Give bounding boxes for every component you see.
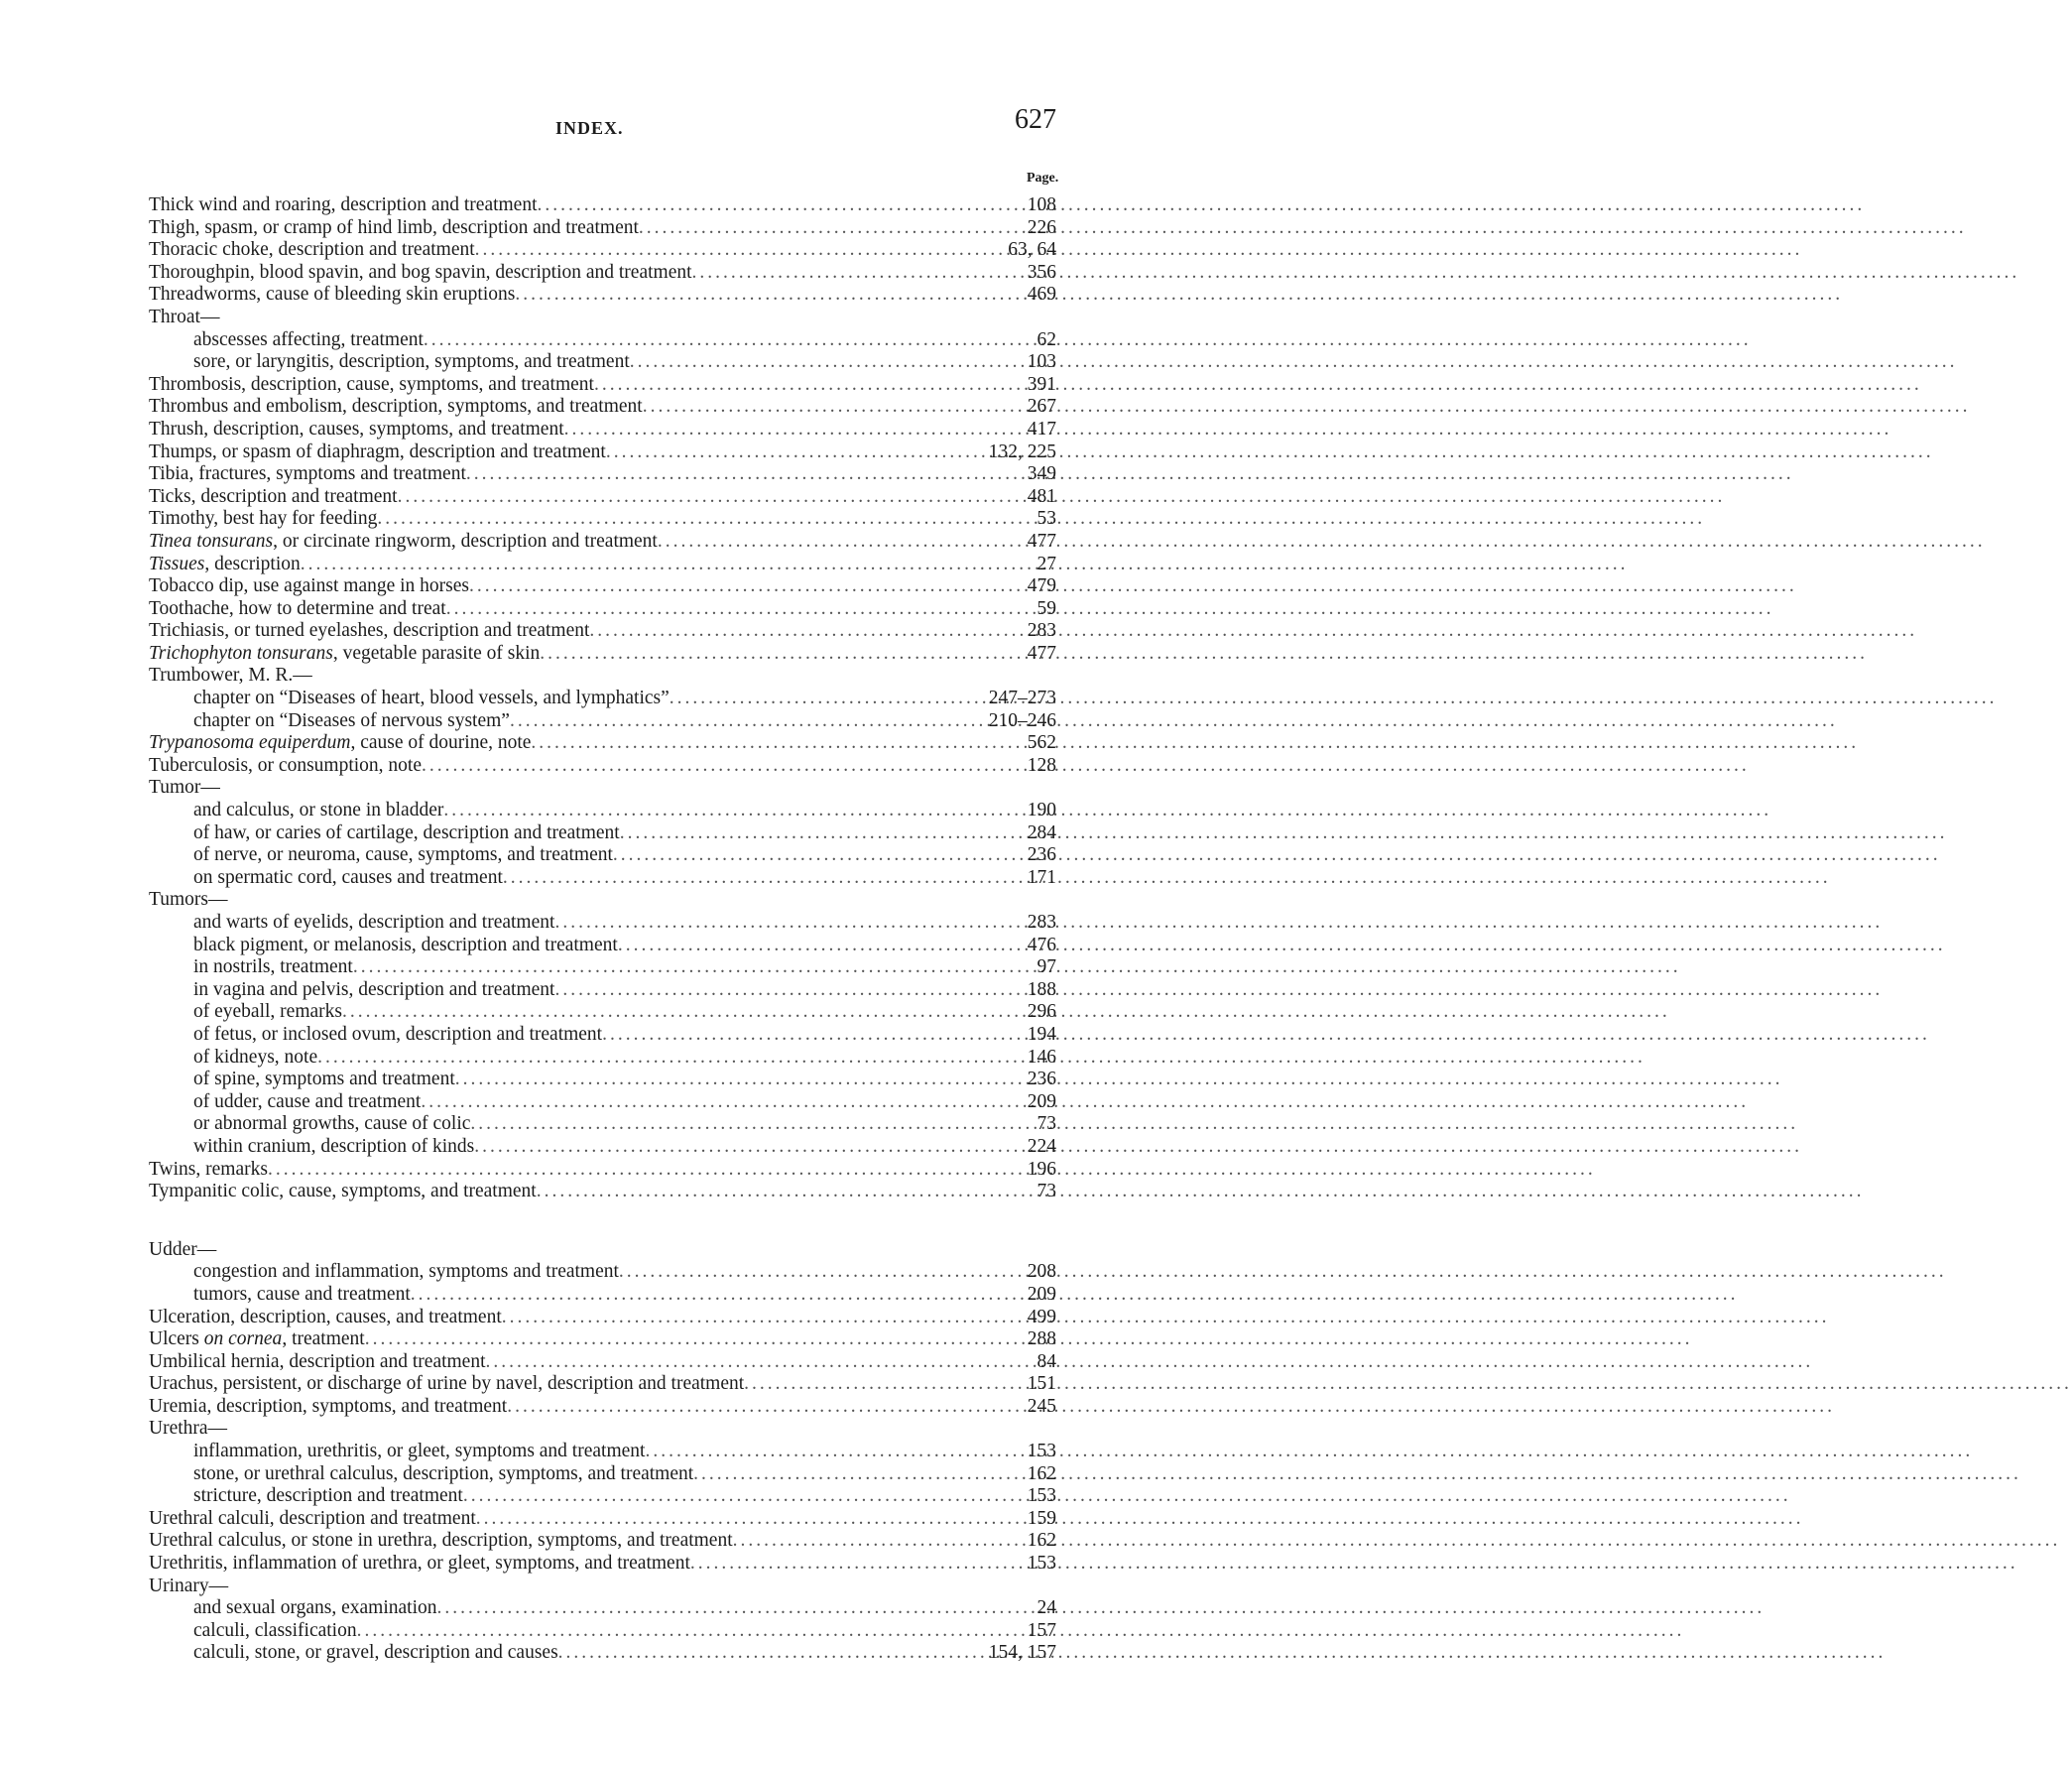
index-pages: 391: [1027, 373, 1056, 395]
index-entry: [149, 1159, 1056, 1182]
index-subentry: [149, 1024, 1056, 1047]
index-heading: [149, 777, 1056, 800]
dot-leader: [538, 194, 981, 217]
index-pages: 27: [1036, 553, 1056, 574]
index-term: Tumor—: [149, 777, 220, 799]
index-subentry: [149, 1047, 1056, 1070]
dot-leader: [437, 1597, 982, 1620]
index-entry: [149, 239, 1056, 262]
dot-leader: [510, 710, 981, 733]
index-term: Urethritis, inflammation of urethra, or gleet, symptoms, and treatment: [149, 1553, 690, 1575]
index-subentry: [149, 351, 1056, 374]
index-pages: 477: [1027, 642, 1056, 664]
index-list: [149, 194, 1056, 1665]
index-entry: [149, 531, 1056, 554]
dot-leader: [502, 1307, 981, 1329]
index-term: Ticks, description and treatment: [149, 485, 398, 507]
dot-leader: [466, 463, 981, 486]
index-term: chapter on “Diseases of nervous system”: [193, 709, 510, 731]
dot-leader: [515, 284, 981, 307]
dot-leader: [744, 1373, 981, 1396]
dot-leader: [443, 800, 981, 822]
index-term: Tinea tonsurans, or circinate ringworm, description and treatment: [149, 530, 658, 552]
index-subentry: [149, 1620, 1056, 1643]
index-pages: 128: [1027, 754, 1056, 776]
dot-leader: [424, 329, 981, 352]
index-entry: [149, 1181, 1056, 1203]
index-term-italic: Tissues: [149, 553, 205, 574]
index-term: of udder, cause and treatment: [193, 1090, 422, 1112]
dot-leader: [342, 1001, 981, 1024]
index-term: Tobacco dip, use against mange in horses: [149, 575, 470, 597]
dot-leader: [558, 1642, 981, 1665]
dot-leader: [268, 1159, 981, 1182]
index-subentry: [149, 935, 1056, 957]
index-term: Ulceration, description, causes, and treatment: [149, 1306, 502, 1327]
index-term: Tuberculosis, or consumption, note: [149, 754, 422, 776]
index-entry: [149, 554, 1056, 576]
index-term: in nostrils, treatment: [193, 956, 353, 978]
index-pages: 477: [1027, 530, 1056, 552]
index-pages: 499: [1027, 1306, 1056, 1327]
index-entry: [149, 1553, 1056, 1576]
index-subentry: [149, 844, 1056, 867]
index-entry: [149, 262, 1056, 285]
index-term: black pigment, or melanosis, description and treatment: [193, 934, 618, 955]
index-subentry: [149, 1001, 1056, 1024]
index-pages: 146: [1027, 1046, 1056, 1068]
index-subentry: [149, 1642, 1056, 1665]
dot-leader: [606, 442, 981, 464]
index-term: on spermatic cord, causes and treatment: [193, 866, 503, 888]
index-pages: 247–273: [988, 688, 1056, 709]
dot-leader: [301, 554, 981, 576]
dot-leader: [639, 217, 981, 240]
index-term: Tibia, fractures, symptoms and treatment: [149, 463, 466, 485]
dot-leader: [540, 643, 981, 666]
index-pages: 188: [1027, 978, 1056, 1000]
dot-leader: [469, 575, 981, 598]
dot-leader: [353, 956, 981, 979]
running-head: [149, 104, 1056, 140]
dot-leader: [733, 1530, 981, 1553]
index-term: calculi, classification: [193, 1619, 357, 1641]
dot-leader: [537, 1181, 981, 1203]
index-subentry: [149, 1441, 1056, 1463]
dot-leader: [422, 755, 981, 778]
index-term: in vagina and pelvis, description and treatment: [193, 978, 555, 1000]
index-pages: 154, 157: [988, 1642, 1056, 1664]
index-entry: [149, 732, 1056, 755]
index-entry: [149, 643, 1056, 666]
index-term: Thrombus and embolism, description, symptoms, and treatment: [149, 396, 643, 418]
index-term: Umbilical hernia, description and treatment: [149, 1350, 486, 1372]
index-pages: 283: [1027, 912, 1056, 933]
index-term: Tumors—: [149, 889, 228, 911]
index-heading: [149, 307, 1056, 329]
index-subentry: [149, 979, 1056, 1002]
index-term: calculi, stone, or gravel, description and causes: [193, 1642, 558, 1664]
dot-leader: [470, 1113, 981, 1136]
index-subentry: [149, 912, 1056, 935]
index-heading: [149, 665, 1056, 688]
dot-leader: [463, 1485, 981, 1508]
dot-leader: [692, 262, 981, 285]
index-pages: 562: [1027, 732, 1056, 754]
index-pages: 190: [1027, 800, 1056, 821]
index-pages: 196: [1027, 1158, 1056, 1180]
dot-leader: [630, 351, 981, 374]
index-term-italic: Trypanosoma equiperdum: [149, 732, 351, 754]
index-subentry: [149, 329, 1056, 352]
index-term: Threadworms, cause of bleeding skin eruptions: [149, 284, 516, 306]
index-pages: 63, 64: [1008, 239, 1056, 261]
index-entry: [149, 486, 1056, 509]
dot-leader: [411, 1284, 981, 1307]
index-term: Udder—: [149, 1238, 217, 1260]
index-entry: [149, 217, 1056, 240]
dot-leader: [594, 374, 981, 397]
index-entry: [149, 1373, 1056, 1396]
index-term: inflammation, urethritis, or gleet, symptoms and treatment: [193, 1441, 646, 1462]
index-entry: [149, 1396, 1056, 1419]
index-term: Trumbower, M. R.—: [149, 665, 312, 687]
index-pages: 108: [1027, 194, 1056, 215]
dot-leader: [507, 1396, 981, 1419]
index-term: Tympanitic colic, cause, symptoms, and treatment: [149, 1181, 537, 1202]
dot-leader: [486, 1351, 981, 1374]
index-pages: 283: [1027, 620, 1056, 642]
index-entry: [149, 598, 1056, 621]
dot-leader: [643, 396, 981, 419]
index-term: sore, or laryngitis, description, symptoms, and treatment: [193, 351, 630, 373]
index-term: tumors, cause and treatment: [193, 1283, 411, 1305]
index-pages: 208: [1027, 1261, 1056, 1283]
index-pages: 356: [1027, 261, 1056, 283]
index-term: Urethra—: [149, 1418, 228, 1440]
index-term: of eyeball, remarks: [193, 1001, 342, 1023]
index-term: Thick wind and roaring, description and treatment: [149, 194, 538, 215]
index-heading: [149, 1576, 1056, 1598]
index-term: Thoroughpin, blood spavin, and bog spavin, description and treatment: [149, 261, 692, 283]
index-term: Urinary—: [149, 1575, 229, 1596]
index-term: within cranium, description of kinds: [193, 1135, 475, 1157]
index-term: Trypanosoma equiperdum, cause of dourine, note: [149, 732, 532, 754]
index-pages: 153: [1027, 1441, 1056, 1462]
index-term: congestion and inflammation, symptoms and treatment: [193, 1261, 619, 1283]
index-entry: [149, 1351, 1056, 1374]
index-term: and sexual organs, examination: [193, 1597, 437, 1619]
index-subentry: [149, 1261, 1056, 1284]
index-term: Tissues, description: [149, 553, 301, 574]
index-term: Thumps, or spasm of diaphragm, description and treatment: [149, 441, 606, 462]
index-pages: 62: [1036, 328, 1056, 350]
index-pages: 157: [1027, 1619, 1056, 1641]
index-term: Thrush, description, causes, symptoms, and treatment: [149, 418, 564, 440]
dot-leader: [357, 1620, 981, 1643]
index-term: Thrombosis, description, cause, symptoms, and treatment: [149, 373, 594, 395]
dot-leader: [475, 239, 981, 262]
dot-leader: [602, 1024, 981, 1047]
index-pages: 171: [1027, 866, 1056, 888]
dot-leader: [690, 1553, 981, 1576]
index-entry: [149, 396, 1056, 419]
index-term: Thigh, spasm, or cramp of hind limb, description and treatment: [149, 216, 639, 238]
index-pages: 162: [1027, 1462, 1056, 1484]
index-term-italic: on cornea: [203, 1328, 283, 1350]
dot-leader: [398, 486, 981, 509]
index-pages: 162: [1027, 1530, 1056, 1552]
dot-leader: [421, 1091, 981, 1114]
dot-leader: [554, 979, 981, 1002]
index-term: Uremia, description, symptoms, and treatment: [149, 1395, 508, 1417]
index-term: Twins, remarks: [149, 1158, 268, 1180]
page-column-label: Page.: [1027, 171, 1059, 186]
dot-leader: [618, 935, 981, 957]
index-subentry: [149, 867, 1056, 890]
dot-leader: [531, 732, 981, 755]
index-pages: 97: [1036, 956, 1056, 978]
index-heading: [149, 1239, 1056, 1262]
index-entry: [149, 374, 1056, 397]
index-subentry: [149, 800, 1056, 822]
index-pages: 210–246: [988, 709, 1056, 731]
index-term: Timothy, best hay for feeding: [149, 508, 378, 530]
index-pages: 73: [1036, 1181, 1056, 1202]
index-pages: 224: [1027, 1135, 1056, 1157]
index-entry: [149, 419, 1056, 442]
dot-leader: [693, 1463, 981, 1486]
index-pages: 153: [1027, 1485, 1056, 1507]
section-gap: [149, 1203, 1056, 1239]
dot-leader: [446, 598, 981, 621]
index-term: of spine, symptoms and treatment: [193, 1069, 455, 1090]
index-term: of kidneys, note: [193, 1046, 318, 1068]
dot-leader: [670, 688, 981, 710]
index-pages: 288: [1027, 1328, 1056, 1350]
index-pages: 24: [1036, 1597, 1056, 1619]
dot-leader: [619, 1261, 981, 1284]
index-subentry: [149, 1136, 1056, 1159]
index-entry: [149, 1328, 1056, 1351]
dot-leader: [613, 844, 981, 867]
index-term-italic: Trichophyton tonsurans: [149, 642, 333, 664]
index-term: Trichiasis, or turned eyelashes, description and treatment: [149, 620, 590, 642]
index-term: Toothache, how to determine and treat: [149, 597, 446, 619]
index-pages: 153: [1027, 1553, 1056, 1575]
index-term: of fetus, or inclosed ovum, description and treatment: [193, 1023, 603, 1045]
index-subentry: [149, 1485, 1056, 1508]
index-subentry: [149, 1284, 1056, 1307]
dot-leader: [554, 912, 981, 935]
index-pages: 481: [1027, 485, 1056, 507]
index-term: of nerve, or neuroma, cause, symptoms, and treatment: [193, 844, 613, 866]
index-entry: [149, 1530, 1056, 1553]
index-term: and warts of eyelids, description and treatment: [193, 912, 555, 933]
index-pages: 245: [1027, 1395, 1056, 1417]
index-term: Urethral calculus, or stone in urethra, description, symptoms, and treatment: [149, 1530, 733, 1552]
index-pages: 417: [1027, 418, 1056, 440]
index-pages: 236: [1027, 1069, 1056, 1090]
index-term: Urachus, persistent, or discharge of urine by navel, description and treatment: [149, 1373, 745, 1395]
index-entry: [149, 442, 1056, 464]
index-pages: 267: [1027, 396, 1056, 418]
index-subentry: [149, 710, 1056, 733]
index-term: of haw, or caries of cartilage, description and treatment: [193, 821, 620, 843]
index-term: stone, or urethral calculus, description, symptoms, and treatment: [193, 1462, 694, 1484]
index-entry: [149, 620, 1056, 643]
dot-leader: [455, 1069, 981, 1091]
index-entry: [149, 755, 1056, 778]
index-heading: [149, 1418, 1056, 1441]
index-pages: 209: [1027, 1283, 1056, 1305]
index-pages: 151: [1027, 1373, 1056, 1395]
index-pages: 209: [1027, 1090, 1056, 1112]
index-term: abscesses affecting, treatment: [193, 328, 424, 350]
index-pages: 349: [1027, 463, 1056, 485]
index-term: chapter on “Diseases of heart, blood vessels, and lymphatics”: [193, 688, 670, 709]
index-entry: [149, 284, 1056, 307]
dot-leader: [589, 620, 981, 643]
index-pages: 479: [1027, 575, 1056, 597]
index-entry: [149, 575, 1056, 598]
dot-leader: [365, 1328, 981, 1351]
index-pages: 59: [1036, 597, 1056, 619]
index-pages: 226: [1027, 216, 1056, 238]
index-subentry: [149, 1091, 1056, 1114]
index-entry: [149, 463, 1056, 486]
index-pages: 159: [1027, 1507, 1056, 1529]
index-pages: 476: [1027, 934, 1056, 955]
index-subentry: [149, 688, 1056, 710]
dot-leader: [377, 508, 981, 531]
index-entry: [149, 1508, 1056, 1531]
index-subentry: [149, 956, 1056, 979]
index-subentry: [149, 822, 1056, 845]
dot-leader: [474, 1136, 981, 1159]
index-pages: 53: [1036, 508, 1056, 530]
index-pages: 284: [1027, 821, 1056, 843]
index-subentry: [149, 1463, 1056, 1486]
index-pages: 132, 225: [988, 441, 1056, 462]
index-subentry: [149, 1597, 1056, 1620]
running-title: INDEX.: [555, 118, 624, 138]
index-subentry: [149, 1113, 1056, 1136]
index-term: Trichophyton tonsurans, vegetable parasite of skin: [149, 642, 541, 664]
dot-leader: [658, 531, 981, 554]
dot-leader: [317, 1047, 981, 1070]
index-term-italic: Tinea tonsurans: [149, 530, 274, 552]
index-entry: [149, 194, 1056, 217]
index-term: Thoracic choke, description and treatment: [149, 239, 475, 261]
index-term: Throat—: [149, 306, 220, 327]
index-term: and calculus, or stone in bladder: [193, 800, 444, 821]
index-pages: 194: [1027, 1023, 1056, 1045]
index-subentry: [149, 1069, 1056, 1091]
index-entry: [149, 1307, 1056, 1329]
index-term: stricture, description and treatment: [193, 1485, 463, 1507]
index-pages: 103: [1027, 351, 1056, 373]
index-heading: [149, 889, 1056, 912]
index-pages: 84: [1036, 1350, 1056, 1372]
index-pages: 296: [1027, 1001, 1056, 1023]
dot-leader: [645, 1441, 981, 1463]
dot-leader: [620, 822, 981, 845]
index-entry: [149, 508, 1056, 531]
index-pages: 236: [1027, 844, 1056, 866]
index-term: Urethral calculi, description and treatment: [149, 1507, 476, 1529]
index-pages: 469: [1027, 284, 1056, 306]
dot-leader: [503, 867, 981, 890]
index-term: or abnormal growths, cause of colic: [193, 1113, 471, 1135]
index-pages: 73: [1036, 1113, 1056, 1135]
dot-leader: [564, 419, 981, 442]
index-term: Ulcers on cornea, treatment: [149, 1328, 365, 1350]
dot-leader: [476, 1508, 981, 1531]
page-number: 627: [1015, 104, 1056, 135]
